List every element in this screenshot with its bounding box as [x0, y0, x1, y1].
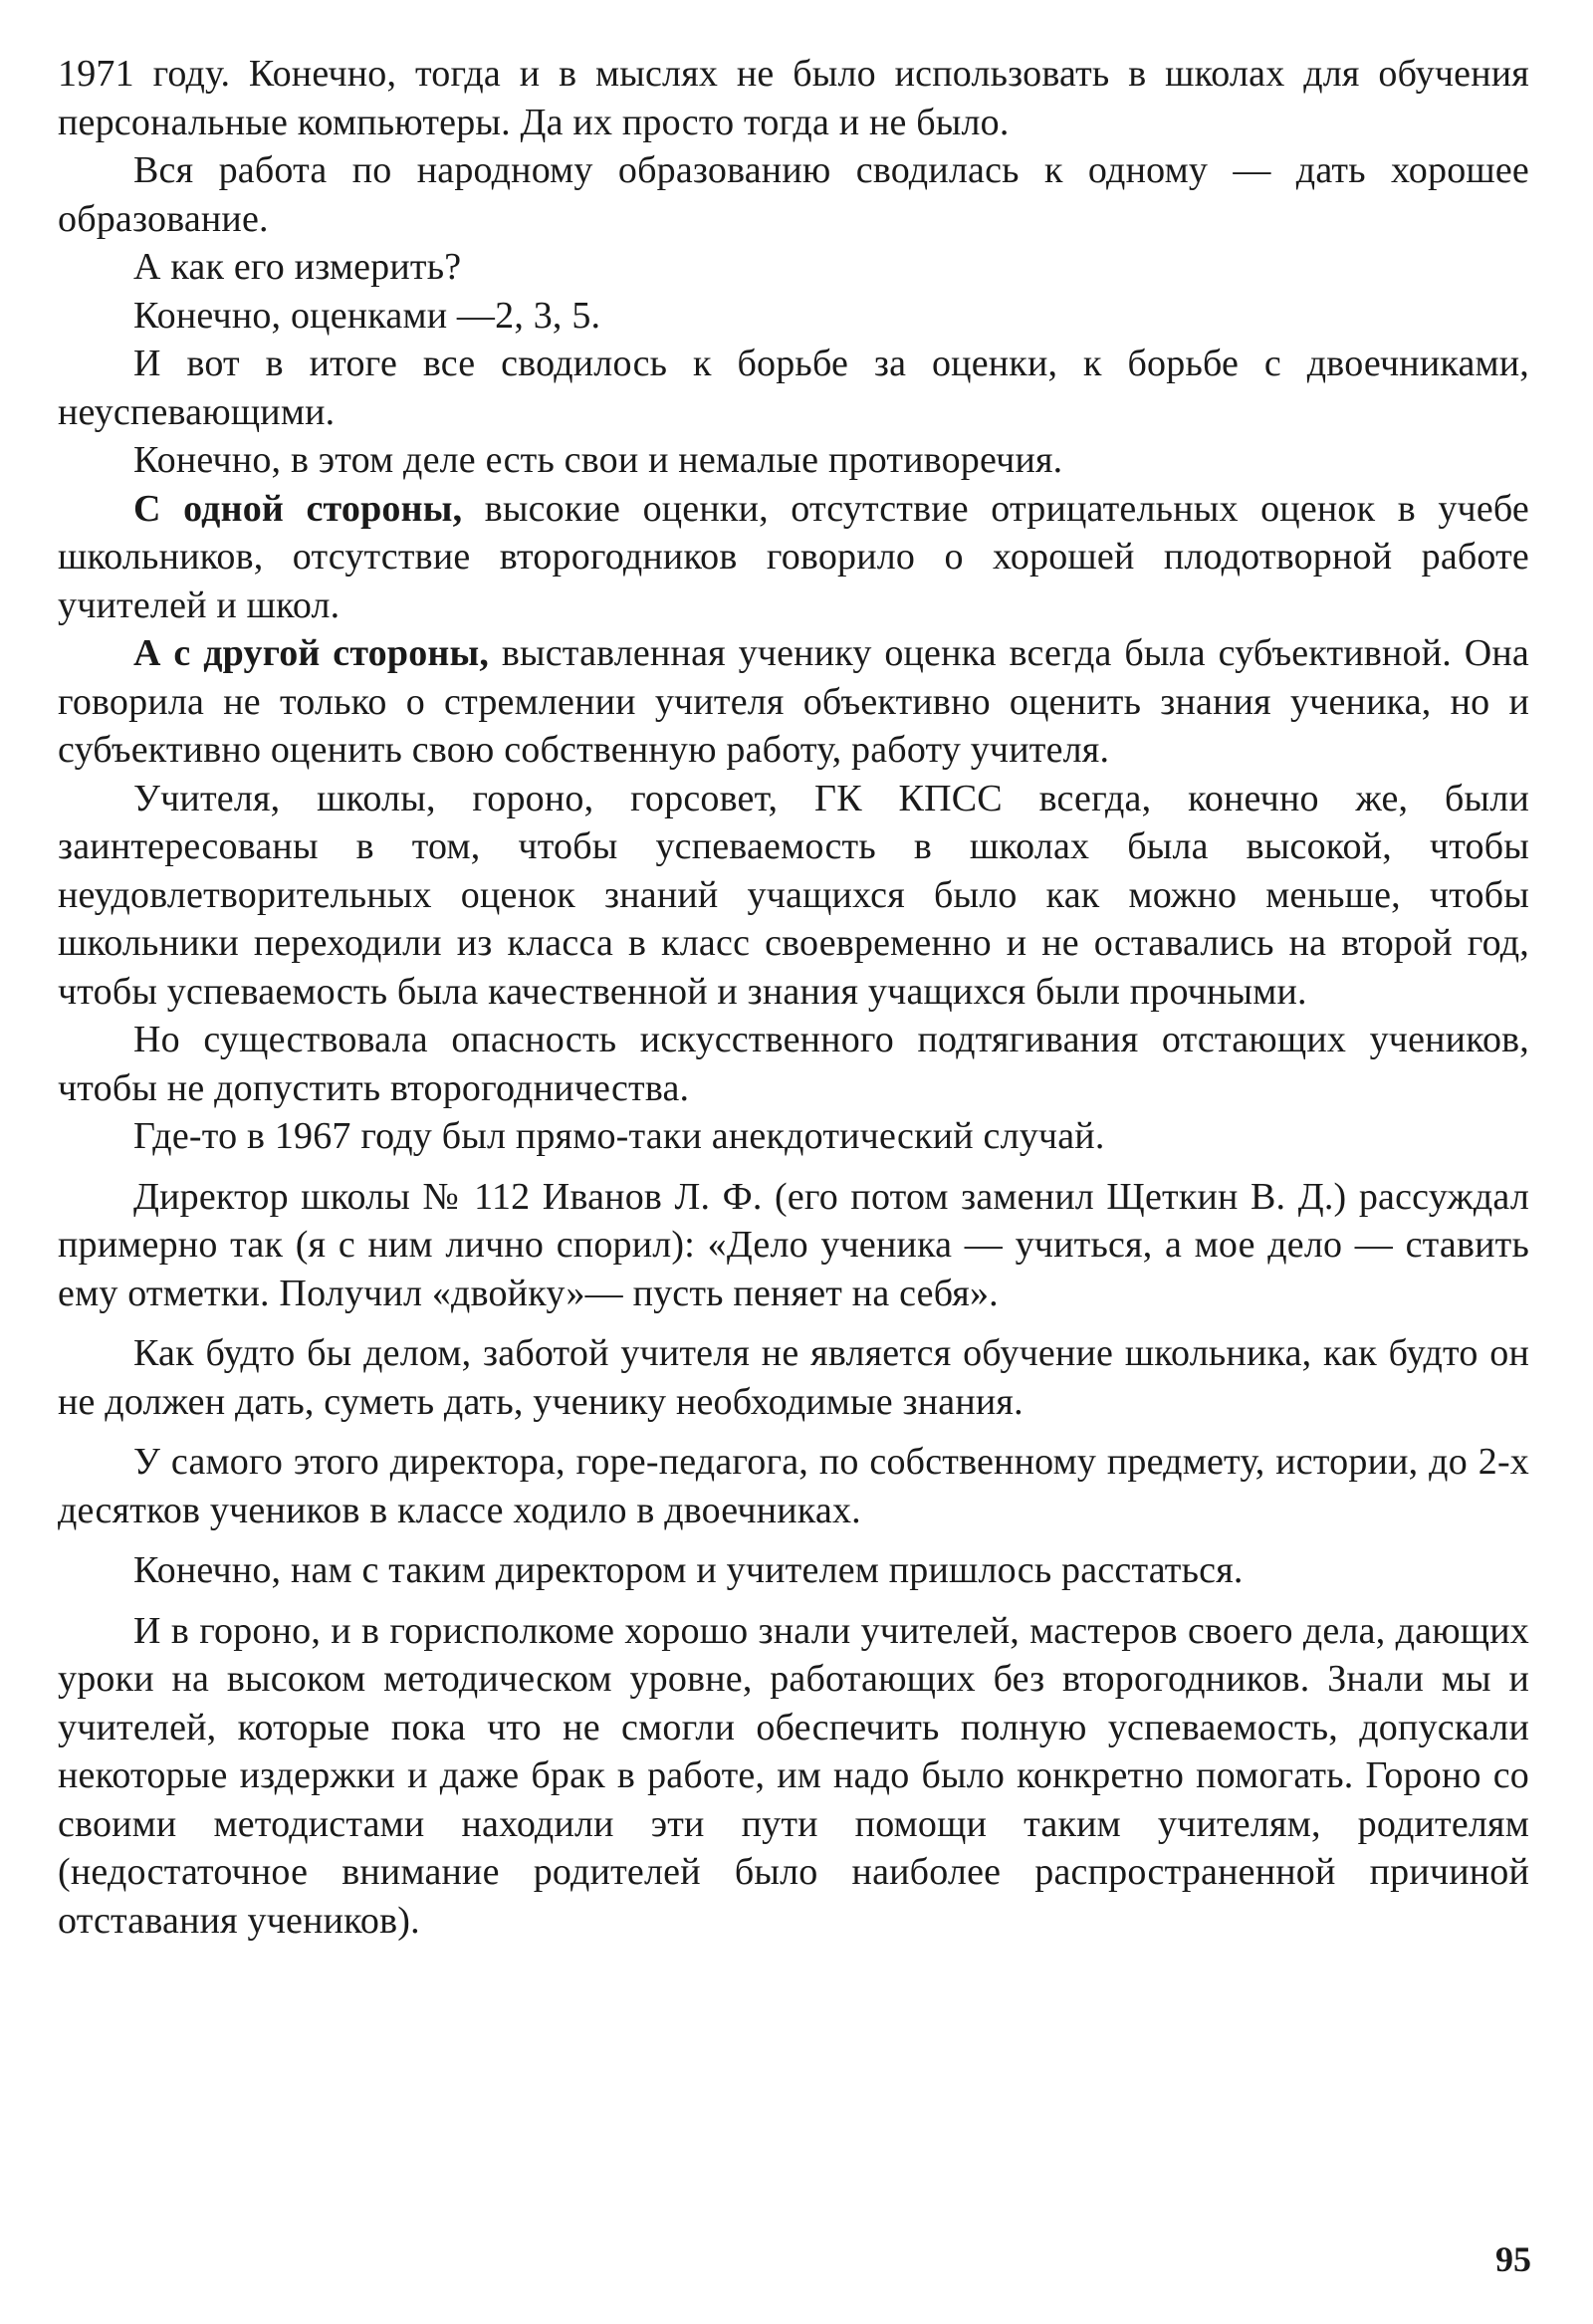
- page-body: [58, 50, 1529, 1945]
- paragraph-16: [58, 1607, 1529, 1946]
- paragraph-5: [58, 340, 1529, 436]
- paragraph-7: [58, 485, 1529, 630]
- paragraph-12: [58, 1173, 1529, 1318]
- paragraph-text: У самого этого директора, горе-педагога, по собственному предмету, истории, до 2-х десятков учеников в классе ходило в двоечниках.: [58, 1441, 1529, 1531]
- paragraph-text: высокие оценки, отсутствие отрицательных оценок в учебе школьников, отсутствие второгодников говорило о хорошей плодотворной работе учителей и школ.: [58, 487, 1529, 626]
- paragraph-text: Вся работа по народному образованию сводилась к одному — дать хорошее образование.: [58, 149, 1529, 240]
- paragraph-text: Как будто бы делом, заботой учителя не является обучение школьника, как будто он не должен дать, суметь дать, ученику необходимые знания.: [58, 1332, 1529, 1423]
- paragraph-lead: С одной стороны,: [133, 487, 463, 530]
- paragraph-1: [58, 50, 1529, 146]
- paragraph-8: [58, 629, 1529, 775]
- paragraph-2: [58, 146, 1529, 243]
- paragraph-6: [58, 436, 1529, 485]
- paragraph-14: [58, 1438, 1529, 1534]
- paragraph-15: [58, 1546, 1529, 1595]
- paragraph-text: Директор школы № 112 Иванов Л. Ф. (его потом заменил Щеткин В. Д.) рассуждал примерно так (я с ним лично спорил): «Дело ученика — учиться, а мое дело — ставить ему отметки. Получил «двойку»— пусть пеняет на себя».: [58, 1175, 1529, 1314]
- paragraph-text: Конечно, в этом деле есть свои и немалые противоречия.: [133, 439, 1063, 481]
- paragraph-text: А как его измерить?: [133, 246, 462, 288]
- page-number: 95: [1495, 2239, 1531, 2279]
- paragraph-text: Конечно, нам с таким директором и учителем пришлось расстаться.: [133, 1549, 1244, 1591]
- paragraph-text: И в гороно, и в горисполкоме хорошо знали учителей, мастеров своего дела, дающих уроки на высоком методическом уровне, работающих без второгодников. Знали мы и учителей, которые пока что не смогли обеспечить полную успеваемость, допускали некоторые издержки и даже брак в работе, им надо было конкретно помогать. Гороно со своими методистами находили эти пути помощи таким учителям, родителям (недостаточное внимание родителей было наиболее распространенной причиной отставания учеников).: [58, 1609, 1529, 1942]
- paragraph-lead: А с другой стороны,: [133, 632, 490, 674]
- paragraph-text: Где-то в 1967 году был прямо-таки анекдотический случай.: [133, 1115, 1105, 1157]
- paragraph-13: [58, 1329, 1529, 1426]
- paragraph-text: И вот в итоге все сводилось к борьбе за оценки, к борьбе с двоечниками, неуспевающими.: [58, 343, 1529, 433]
- paragraph-text: Но существовала опасность искусственного подтягивания отстающих учеников, чтобы не допустить второгодничества.: [58, 1019, 1529, 1109]
- paragraph-text: Конечно, оценками —2, 3, 5.: [133, 294, 601, 337]
- paragraph-text: Учителя, школы, гороно, горсовет, ГК КПСС всегда, конечно же, были заинтересованы в том, чтобы успеваемость в школах была высокой, чтобы неудовлетворительных оценок знаний учащихся было как можно меньше, чтобы школьники переходили из класса в класс своевременно и не оставались на второй год, чтобы успеваемость была качественной и знания учащихся были прочными.: [58, 777, 1529, 1013]
- paragraph-3: [58, 243, 1529, 292]
- paragraph-11: [58, 1112, 1529, 1161]
- paragraph-9: [58, 775, 1529, 1017]
- paragraph-text: выставленная ученику оценка всегда была субъективной. Она говорила не только о стремлении учителя объективно оценить знания ученика, но и субъективно оценить свою собственную работу, работу учителя.: [58, 632, 1529, 771]
- paragraph-text: 1971 году. Конечно, тогда и в мыслях не было использовать в школах для обучения персональные компьютеры. Да их просто тогда и не было.: [58, 53, 1529, 143]
- paragraph-10: [58, 1016, 1529, 1112]
- paragraph-4: [58, 292, 1529, 341]
